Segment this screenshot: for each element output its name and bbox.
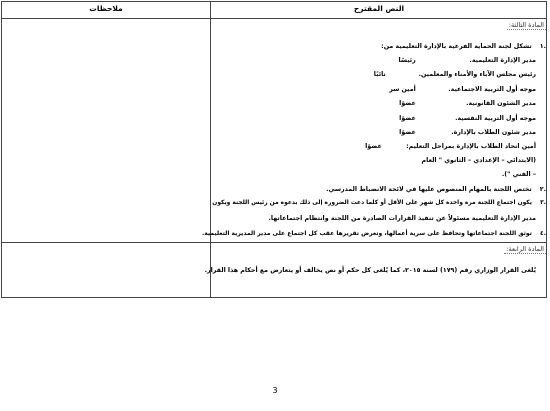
- item-4: .٤ توثق اللجنة اجتماعاتها وتحافظ على سرية أعمالها، وتعرض تقريرها عقب كل اجتماع على مدير المديرية التعليمية.: [201, 230, 546, 237]
- article-3-label: المادة الثالثة:: [508, 21, 544, 29]
- proposed-text-column-header: النص المقترح: [353, 4, 405, 13]
- page-number: 3: [272, 386, 278, 395]
- education-stages-line: (الابتدائي – الإعدادي – الثانوي " العام: [421, 157, 536, 164]
- item-1-intro: .١ تشكل لجنة الحماية الفرعية بالإدارة التعليمية من:: [381, 43, 546, 50]
- article-4-text: يُلغى القرار الوزاري رقم (١٧٩) لسنة ٢٠١٥، كما يُلغى كل حكم أو نص يخالف أو يتعارض مع أحكام هذا القرار.: [204, 267, 536, 274]
- item-3-continued: مدير الإدارة التعليمية مسئولاً عن تنفيذ القرارات الصادرة من اللجنة وانتظام اجتماعاتها.: [268, 215, 536, 222]
- notes-column-header: ملاحظات: [89, 4, 123, 13]
- item-2: .٢ تختص اللجنة بالمهام المنصوص عليها في لائحة الانضباط المدرسي.: [326, 186, 546, 193]
- member-row: موجه أول التربية النفسية. عضوًا: [399, 115, 536, 122]
- article-4-label: المادة الرابعة:: [506, 245, 544, 253]
- member-row: مدير الشئون القانونية. عضوًا: [399, 100, 536, 107]
- member-row: مدير شئون الطلاب بالإدارة. عضوًا: [399, 129, 536, 136]
- member-row: مدير الإدارة التعليمية. رئيسًا: [398, 57, 536, 64]
- document-table: [1, 1, 547, 298]
- member-row: موجه أول التربية الاجتماعية. أمين سر: [389, 86, 536, 93]
- article-4-cell: [204, 243, 546, 297]
- member-row: رئيس مجلس الآباء والأمناء والمعلمين. نائبًا: [373, 71, 536, 78]
- item-3: .٣ يكون اجتماع اللجنة مرة واحدة كل شهر على الأقل أو كلما دعت الضرورة إلى ذلك بدعوة من رئيس اللجنة ويكون: [212, 200, 546, 206]
- article-3-cell: [201, 19, 546, 241]
- education-stages-line-2: – الفني ").: [501, 171, 536, 178]
- member-row: أمين اتحاد الطلاب بالإدارة بمراحل التعليم: عضوًا: [365, 143, 536, 150]
